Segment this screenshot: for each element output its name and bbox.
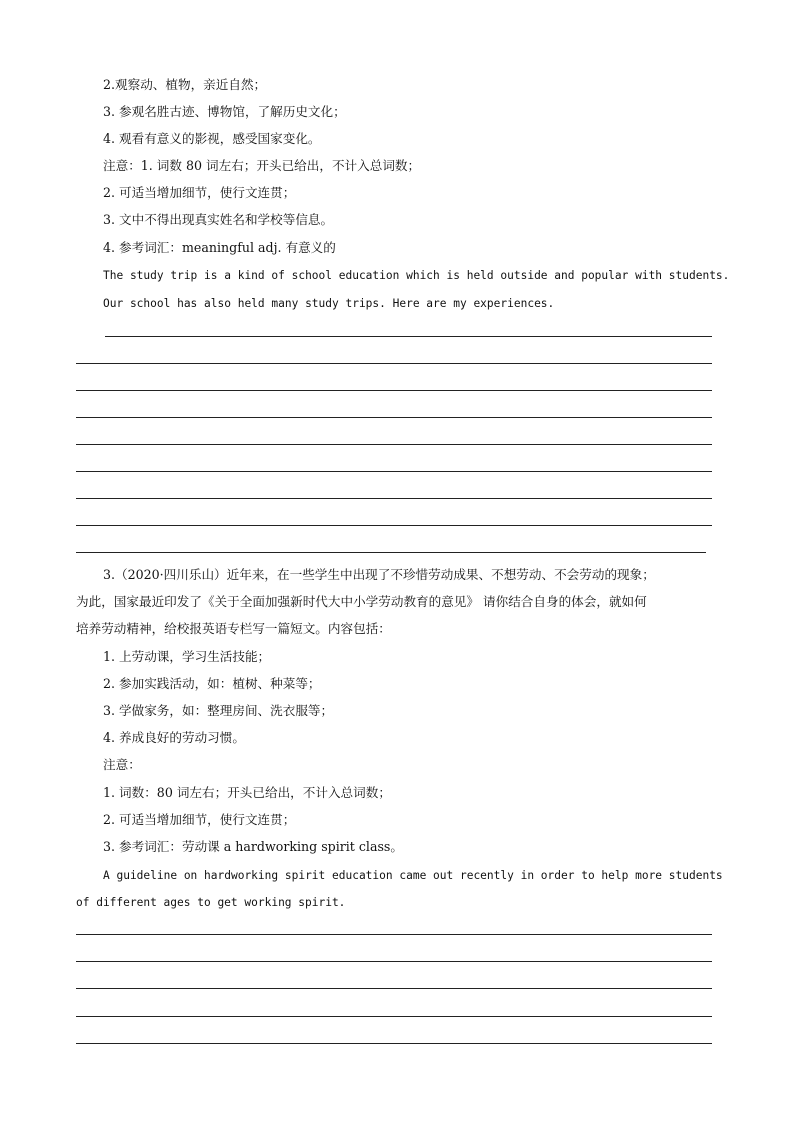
note-3-1: 1. 词数：80 词左右；开头已给出，不计入总词数； <box>103 785 391 800</box>
opening-2-line-2: Our school has also held many study trips. Here are my experiences. <box>103 297 555 310</box>
writing-line <box>76 1043 712 1044</box>
writing-line <box>76 934 712 935</box>
writing-line <box>76 390 712 391</box>
opening-2-line-1: The study trip is a kind of school education which is held outside and popular with students. <box>103 269 730 282</box>
writing-line <box>76 988 712 989</box>
writing-line <box>105 336 712 337</box>
writing-line <box>76 498 712 499</box>
note-2-4: 4. 参考词汇：meaningful adj. 有意义的 <box>103 240 336 255</box>
opening-3-line-1: A guideline on hardworking spirit education came out recently in order to help more students <box>103 869 723 882</box>
writing-line <box>76 525 712 526</box>
note-2-2: 2. 可适当增加细节，使行文连贯； <box>103 185 296 200</box>
item-3-2: 2. 参加实践活动，如：植树、种菜等； <box>103 676 321 691</box>
note-3-3: 3. 参考词汇：劳动课 a hardworking spirit class。 <box>103 839 403 854</box>
item-3-1: 1. 上劳动课，学习生活技能； <box>103 649 271 664</box>
item-3-4: 4. 养成良好的劳动习惯。 <box>103 730 245 745</box>
item-3-3: 3. 学做家务，如：整理房间、洗衣服等； <box>103 703 334 718</box>
question-3-line-3: 培养劳动精神，给校报英语专栏写一篇短文。内容包括： <box>76 621 391 636</box>
writing-line <box>76 961 712 962</box>
question-3-line-2: 为此，国家最近印发了《关于全面加强新时代大中小学劳动教育的意见》 请你结合自身的体会，就如何 <box>76 594 647 609</box>
writing-line <box>76 552 706 553</box>
item-2-4: 4. 观看有意义的影视，感受国家变化。 <box>103 131 321 146</box>
note-2-1: 注意：1. 词数 80 词左右；开头已给出，不计入总词数； <box>103 158 421 173</box>
writing-line <box>76 363 712 364</box>
note-2-3: 3. 文中不得出现真实姓名和学校等信息。 <box>103 212 334 227</box>
item-2-3: 3. 参观名胜古迹、博物馆，了解历史文化； <box>103 104 346 119</box>
writing-line <box>76 444 712 445</box>
item-2-2: 2.观察动、植物，亲近自然； <box>103 77 267 92</box>
note-3-2: 2. 可适当增加细节，使行文连贯； <box>103 812 296 827</box>
question-3-line-1: 3.（2020·四川乐山）近年来，在一些学生中出现了不珍惜劳动成果、不想劳动、不会劳动的现象； <box>103 567 655 582</box>
writing-line <box>76 471 712 472</box>
writing-line <box>76 1016 712 1017</box>
notes-title-3: 注意： <box>103 757 141 772</box>
opening-3-line-2: of different ages to get working spirit. <box>76 896 346 909</box>
writing-line <box>76 417 712 418</box>
